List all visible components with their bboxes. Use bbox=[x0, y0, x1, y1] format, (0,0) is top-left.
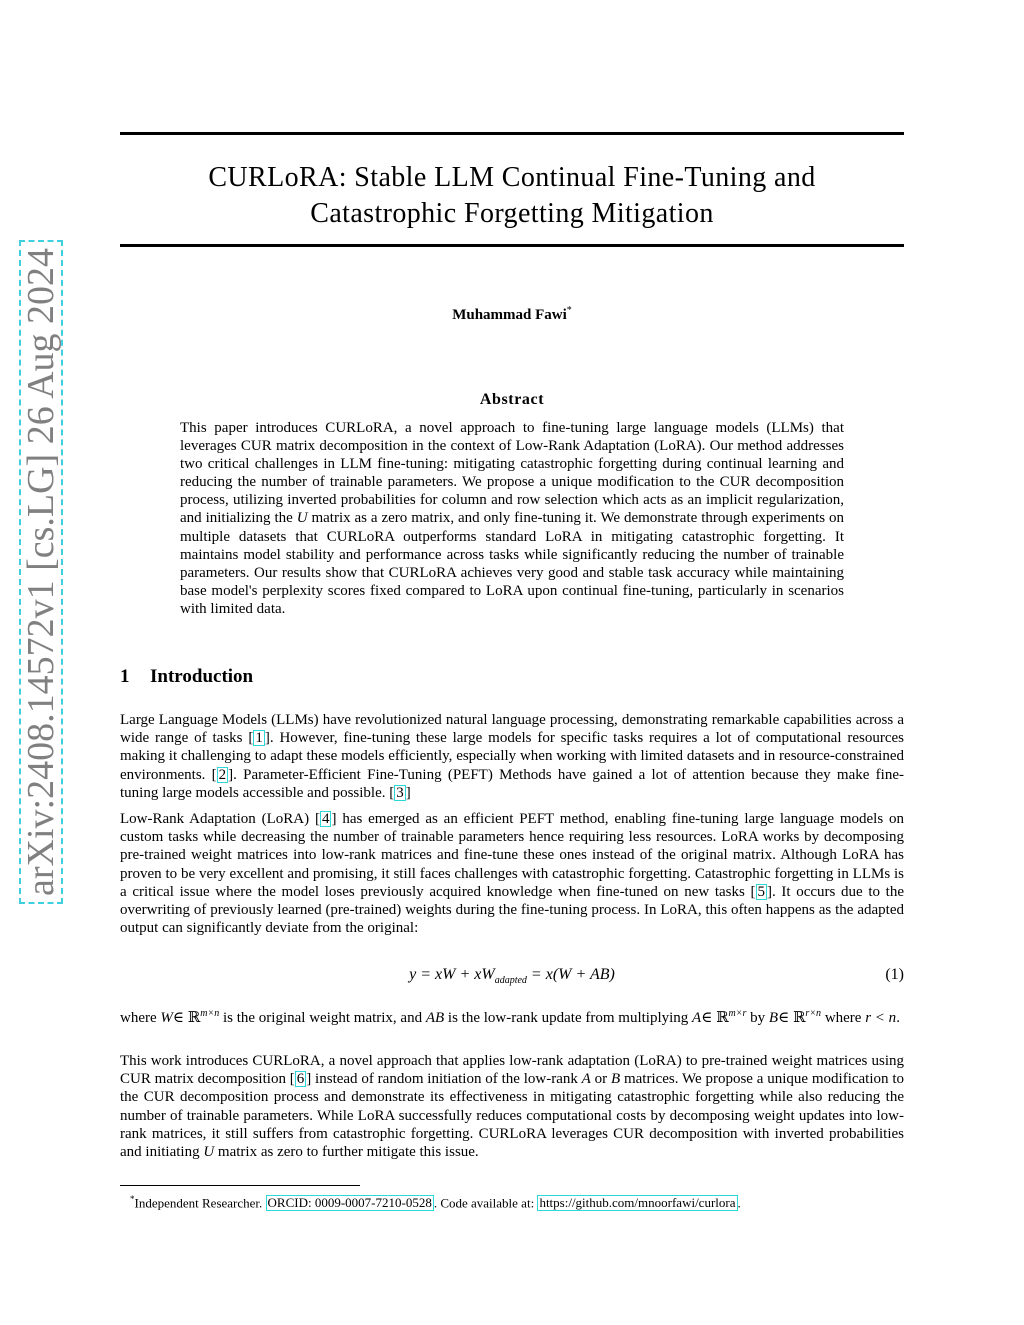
code-url-link[interactable]: https://github.com/mnoorfawi/curlora bbox=[539, 1195, 736, 1211]
math-var: B bbox=[610, 1071, 621, 1088]
text-run: . However, fine-tuning these large models for specific tasks requires a lot of computational resources making it challenging to adapt these models efficiently, especially when working with limited datasets and in resource-constrained environments. bbox=[120, 730, 904, 783]
math-var: r < n bbox=[865, 1010, 897, 1026]
text-run: ∈ ℝ bbox=[172, 1010, 201, 1026]
abstract-var-u: U bbox=[296, 510, 308, 527]
intro-paragraph-3: This work introduces CURLoRA, a novel approach that applies low-rank adaptation (LoRA) to pre-trained weight matrices using CUR matrix decomposition [ 6 ] instead of random initiation of the low-rank A or B matrices. We propose a unique modification to the CUR decomposition process and demonstrate its effectiveness in mitigating catastrophic forgetting while also reducing the number of trainable parameters. While LoRA successfully reduces computational costs by decomposing weight updates into low-rank matrices, it still suffers from catastrophic forgetting. CURLoRA leverages CUR decomposition with inverted probabilities and initiating U matrix as zero to further mitigate this issue. bbox=[120, 1053, 904, 1161]
citation-link[interactable]: 6 bbox=[296, 1071, 305, 1088]
citation-link[interactable]: 2 bbox=[218, 766, 227, 783]
abstract-text bbox=[180, 419, 844, 618]
footnote-mark: * bbox=[130, 1194, 135, 1204]
orcid-link[interactable]: ORCID: 0009-0007-7210-0528 bbox=[267, 1195, 432, 1211]
section-title: Introduction bbox=[150, 666, 254, 687]
text-run: is the low-rank update from multiplying bbox=[444, 1010, 693, 1026]
title-line-2: Catastrophic Forgetting Mitigation bbox=[310, 198, 714, 229]
abstract-part-2: matrix as a zero matrix, and only fine-tuning it. We demonstrate through experiments on multiple datasets that CURLoRA outperforms standard LoRA in mitigating catastrophic forgetting. It maintains model stability and performance across tasks while significantly reducing the number of trainable parameters. Our results show that CURLoRA achieves very good and stable task accuracy while maintaining base model's perplexity scores fixed compared to LoRA upon continual fine-tuning, particularly in scenarios with limited data. bbox=[180, 510, 844, 617]
text-run: or bbox=[590, 1071, 611, 1088]
text-run: . It occurs due to the overwriting of previously learned (pre-trained) weights during the fine-tuning process. In LoRA, this often happens as the adapted output can significantly deviate from the original: bbox=[120, 883, 904, 937]
text-run: This work introduces CURLoRA, a novel approach that applies low-rank adaptation (LoRA) to pre-trained weight matrices using CUR matrix decomposition bbox=[120, 1053, 904, 1088]
text-run: where bbox=[821, 1010, 866, 1026]
math-var: A bbox=[692, 1010, 702, 1026]
arxiv-stamp[interactable]: arXiv:2408.14572v1 [cs.LG] 26 Aug 2024 bbox=[19, 240, 63, 904]
section-number: 1 bbox=[120, 666, 130, 687]
equation-body bbox=[409, 966, 615, 987]
math-var: AB bbox=[425, 1010, 445, 1026]
text-run: matrices. We propose a unique modification to the CUR decomposition process and demonstrate its effectiveness in mitigating catastrophic forgetting while also reducing the number of trainable parameters. While LoRA successfully reduces computational costs by decomposing weight updates into low-rank matrices, it still suffers from catastrophic forgetting. CURLoRA leverages CUR decomposition with inverted probabilities and initiating bbox=[120, 1071, 904, 1161]
text-run: has emerged as an efficient PEFT method, enabling fine-tuning large language models on custom tasks while decreasing the number of trainable parameters hence requiring less resources. LoRA works by decomposing pre-trained weight matrices into low-rank matrices and fine-tune these ones instead of the original matrix. Although LoRA has proven to be very excellent and promising, it still faces challenges with catastrophic forgetting. Catastrophic forgetting in LLMs is a critical issue where the model loses previously acquired knowledge when fine-tuned on new tasks bbox=[120, 811, 905, 900]
abstract-heading: Abstract bbox=[479, 391, 545, 408]
text-run: where bbox=[120, 1010, 161, 1026]
math-var: W bbox=[160, 1010, 173, 1026]
math-superscript: m×n bbox=[200, 1008, 220, 1019]
text-run: is the original weight matrix, and bbox=[219, 1010, 426, 1026]
math-superscript: m×r bbox=[728, 1008, 747, 1019]
math-var: U bbox=[203, 1144, 215, 1161]
text-run: Independent Researcher. bbox=[134, 1195, 266, 1211]
equation-subscript: adapted bbox=[494, 975, 527, 987]
section-heading-introduction bbox=[120, 666, 253, 688]
text-run: ∈ ℝ bbox=[701, 1010, 729, 1026]
title-line-1: CURLoRA: Stable LLM Continual Fine-Tuning and bbox=[208, 162, 816, 193]
text-run: . bbox=[737, 1195, 741, 1211]
equation-explanation bbox=[120, 1005, 904, 1027]
text-run: ∈ ℝ bbox=[778, 1010, 806, 1026]
text-run: . Code available at: bbox=[433, 1195, 538, 1211]
citation-link[interactable]: 1 bbox=[255, 730, 263, 747]
equation-lhs: y = xW + xW bbox=[409, 966, 495, 983]
math-superscript: r×n bbox=[805, 1008, 822, 1019]
citation-link[interactable]: 5 bbox=[757, 883, 765, 900]
text-run: . Parameter-Efficient Fine-Tuning (PEFT) Methods have gained a lot of attention because they make fine-tuning large models accessible and possible. bbox=[120, 766, 904, 801]
citation-link[interactable]: 3 bbox=[396, 784, 404, 801]
paper-title bbox=[120, 160, 904, 232]
intro-paragraph-1: Large Language Models (LLMs) have revolutionized natural language processing, demonstrating remarkable capabilities across a wide range of tasks [ 1 ]. However, fine-tuning these large models for specific tasks requires a lot of computational resources making it challenging to adapt these models efficiently, especially when working with limited datasets and in resource-constrained environments. [ 2 ]. Parameter-Efficient Fine-Tuning (PEFT) Methods have gained a lot of attention because they make fine-tuning large models accessible and possible. [ 3 ] bbox=[120, 712, 904, 801]
text-run: by bbox=[746, 1010, 769, 1026]
equation-rhs: = x(W + AB) bbox=[526, 966, 615, 983]
math-var: B bbox=[768, 1010, 779, 1026]
title-top-rule bbox=[120, 132, 904, 135]
text-run: instead of random initiation of the low-rank bbox=[311, 1071, 582, 1088]
footnote-rule bbox=[120, 1185, 360, 1186]
math-var: A bbox=[581, 1071, 591, 1088]
intro-paragraph-2: Low-Rank Adaptation (LoRA) [ 4 ] has emerged as an efficient PEFT method, enabling fine-tuning large language models on custom tasks while decreasing the number of trainable parameters hence requiring less resources. LoRA works by decomposing pre-trained weight matrices into low-rank matrices and fine-tune these ones instead of the original matrix. Although LoRA has proven to be very excellent and promising, it still faces challenges with catastrophic forgetting. Catastrophic forgetting in LLMs is a critical issue where the model loses previously acquired knowledge when fine-tuned on new tasks [ 5 ]. It occurs due to the overwriting of previously learned (pre-trained) weights during the fine-tuning process. In LoRA, this often happens as the adapted output can significantly deviate from the original: bbox=[120, 811, 905, 937]
text-run: matrix as zero to further mitigate this issue. bbox=[214, 1144, 479, 1161]
footnote bbox=[130, 1191, 910, 1211]
text-run: Large Language Models (LLMs) have revolutionized natural language processing, demonstrating remarkable capabilities across a wide range of tasks bbox=[120, 712, 904, 747]
author-name: Muhammad Fawi bbox=[452, 307, 567, 323]
abstract-part-1: This paper introduces CURLoRA, a novel approach to fine-tuning large language models (LLMs) that leverages CUR matrix decomposition in the context of Low-Rank Adaptation (LoRA). Our method addresses two critical challenges in LLM fine-tuning: mitigating catastrophic forgetting during continual learning and reducing the number of trainable parameters. We propose a unique modification to the CUR decomposition process, utilizing inverted probabilities for column and row selection which acts as an implicit regularization, and initializing the bbox=[180, 420, 844, 527]
equation-number: (1) bbox=[885, 966, 904, 983]
author bbox=[120, 305, 904, 324]
citation-link[interactable]: 4 bbox=[321, 811, 330, 827]
author-footnote-mark: * bbox=[566, 305, 572, 316]
equation-1 bbox=[120, 966, 904, 986]
text-run: . bbox=[896, 1010, 900, 1026]
title-bottom-rule bbox=[120, 244, 904, 247]
text-run: Low-Rank Adaptation (LoRA) bbox=[120, 811, 315, 827]
